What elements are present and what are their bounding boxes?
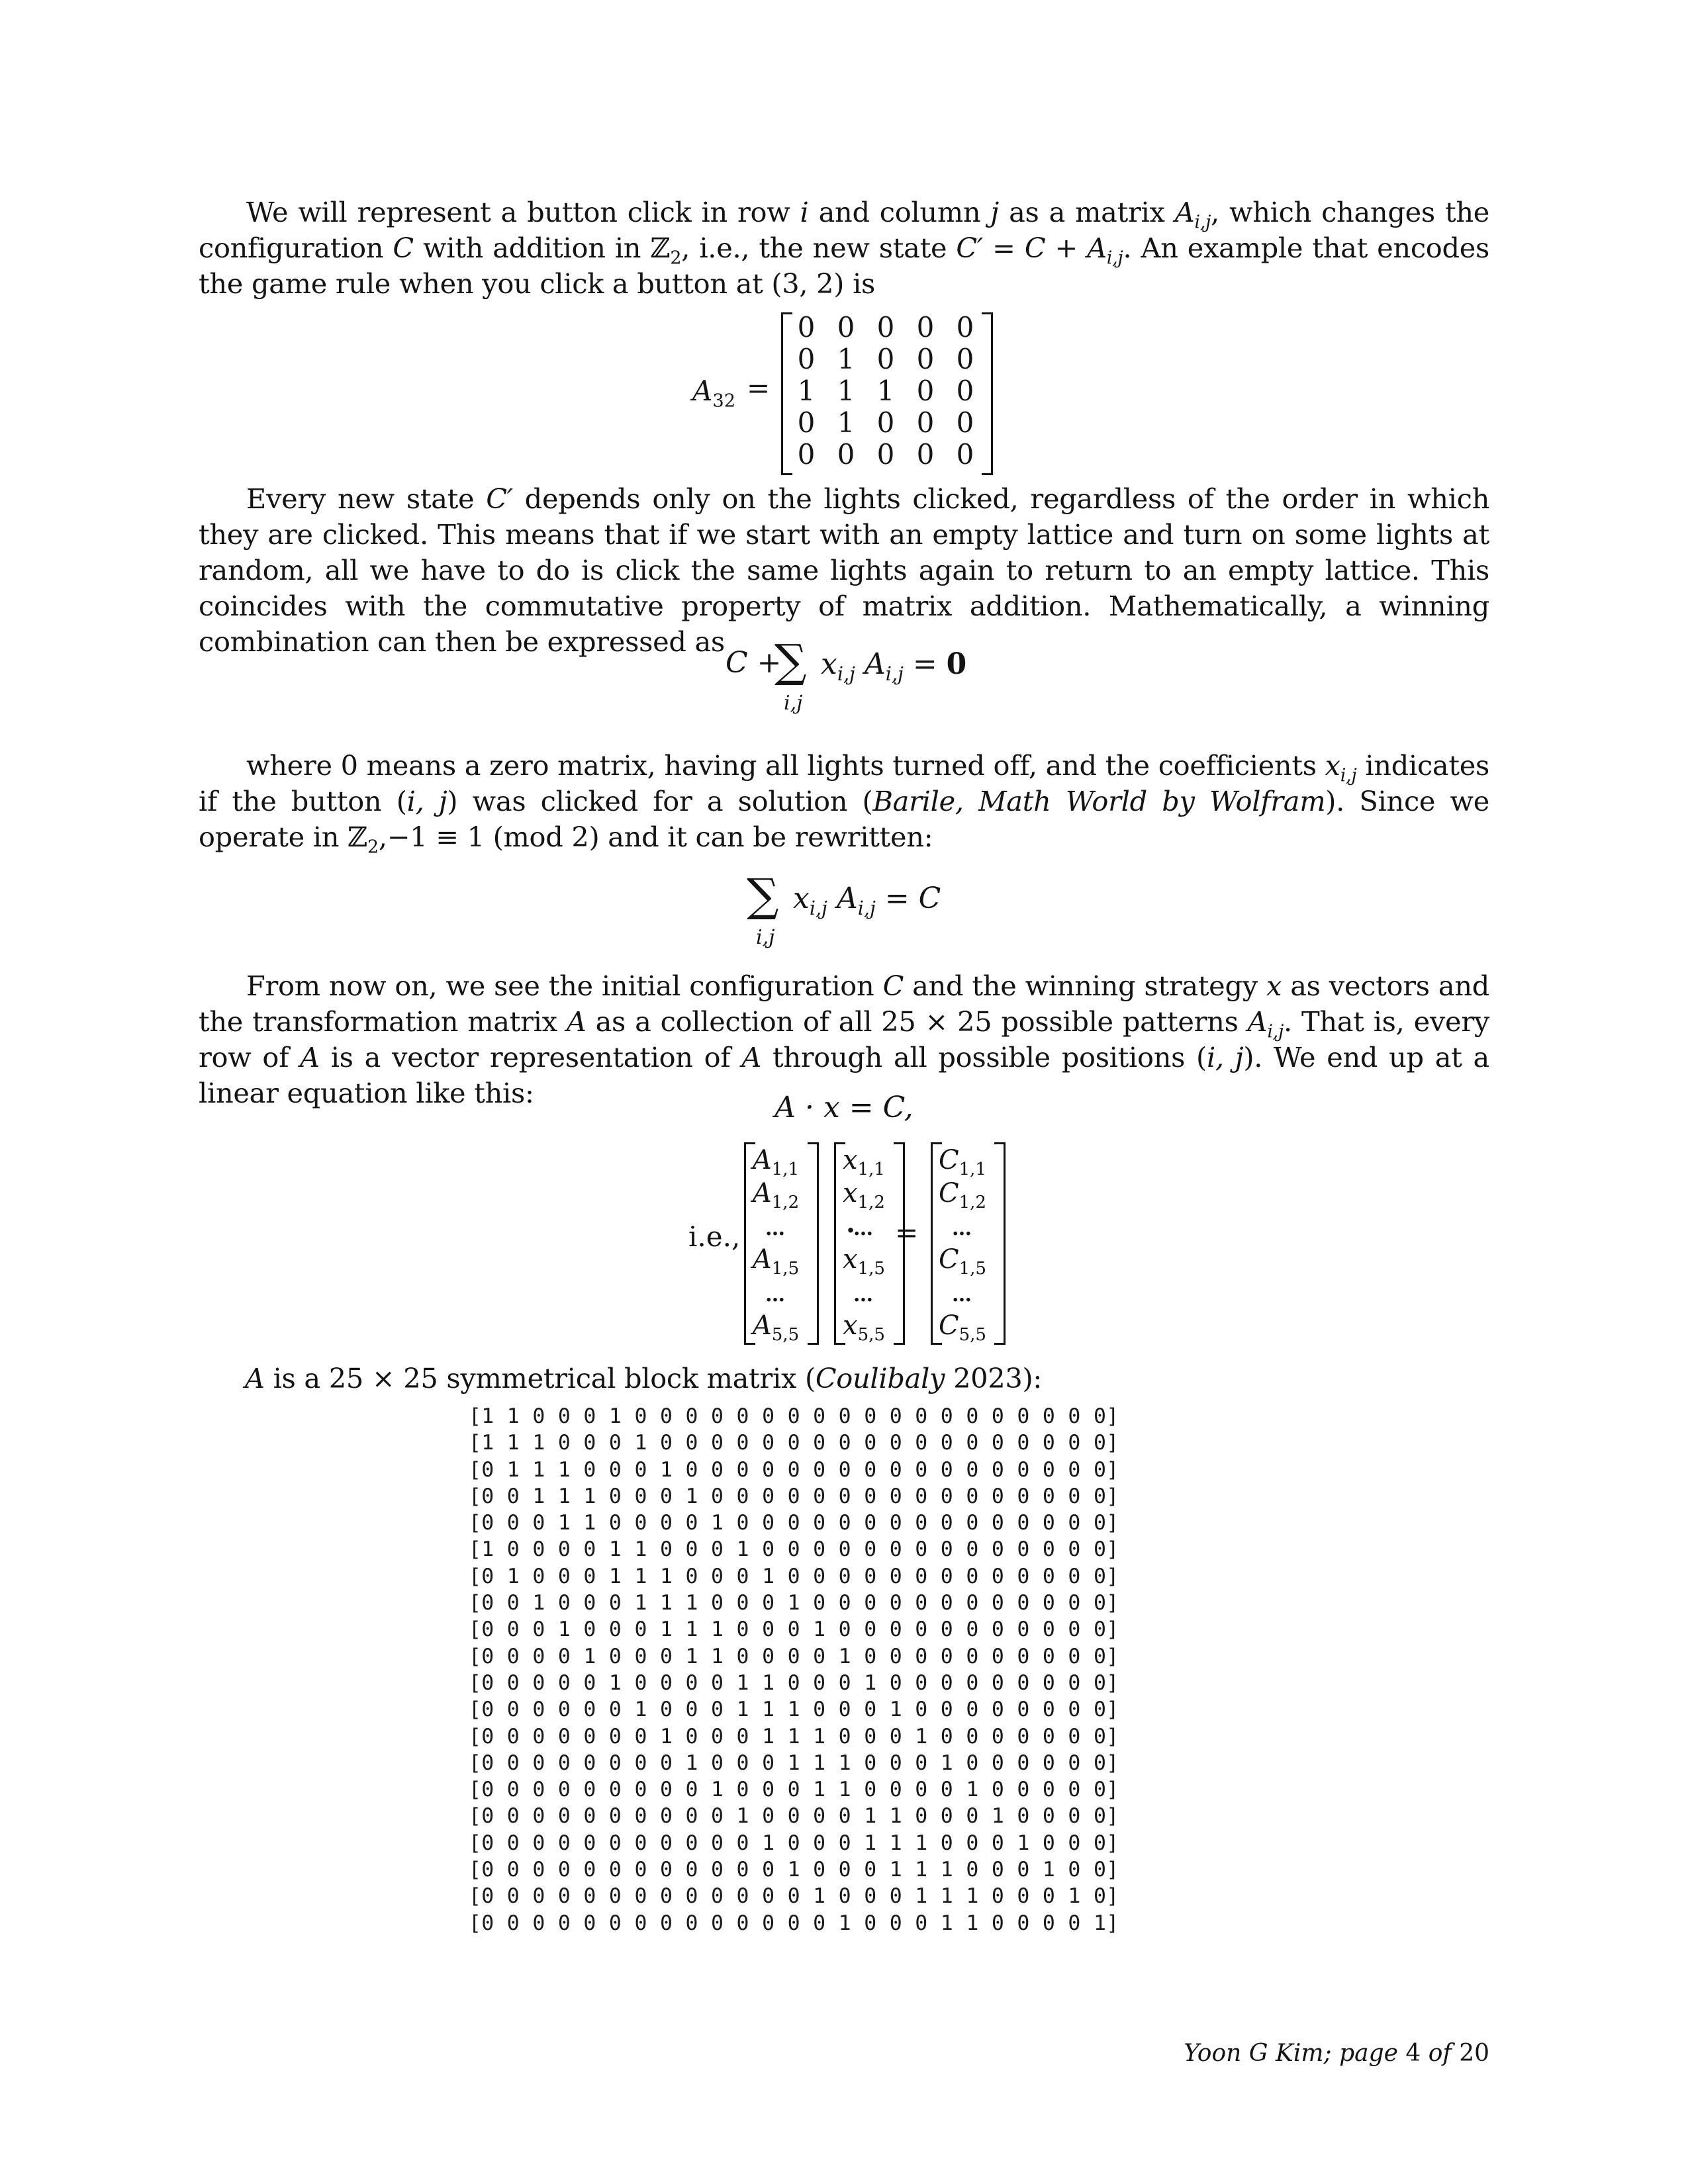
vector-entry: $x_{1,1}$ [843,1145,885,1180]
vector-entry: $x_{1,5}$ [843,1244,885,1279]
eq1-body: $x_{i,j}$ $A_{i,j} = 0$ [821,647,967,685]
matrix-cell: 0 [956,438,974,471]
math-expr: C′ = C + A [956,232,1107,264]
matrix-cell: 0 [956,406,974,439]
matrix-row: [0 0 0 0 0 0 0 0 0 0 0 0 0 0 1 0 0 0 1 1 0 0 0 0 1] [469,1911,1119,1935]
vector-entry: $C_{1,5}$ [939,1244,986,1279]
text: . An example that encodes the game rule when you click a button at (3, 2) is [199,232,1489,300]
math-C: C [393,232,414,264]
matrix-a32 [781,311,993,477]
matrix-cell: 0 [916,438,935,471]
math-j: j [990,196,999,228]
math-sub: 2 [670,248,682,269]
matrix-row: [0 1 0 0 0 1 1 1 0 0 0 1 0 0 0 0 0 0 0 0 0 0 0 0 0] [469,1564,1119,1588]
math-x: x [1325,749,1340,782]
equals-sign: = [895,1216,919,1249]
transformation-matrix [469,1403,1119,1936]
math-sub: 2 [367,837,379,858]
citation: Barile, Math World by Wolfram [872,785,1326,817]
text: with addition in ℤ [413,232,671,264]
matrix-row: [0 0 0 0 0 0 0 0 0 0 1 0 0 0 0 1 1 0 0 0 1 0 0 0 0] [469,1804,1119,1829]
matrix-cell: 0 [956,375,974,407]
sigma-subscript: i,j [756,926,775,949]
text: ). Since we operate in ℤ [199,785,1489,853]
vector-entry: $C_{5,5}$ [939,1310,986,1345]
paragraph-linear-equation: From now on, we see the initial configuration C and the winning strategy x as vectors and the transformation matrix A as a collection of all 25 × 25 possible patterns $A_{i,j}$. That is, every row of A is a vector representation of A through all possible positions (i, j). We end up at a linear equation like this: [199,970,1490,1109]
matrix-cell: 0 [876,343,895,375]
vector-C [921,1140,1027,1345]
matrix-cell: 1 [876,375,895,407]
matrix-cell: 0 [797,406,816,439]
matrix-row: [0 0 1 1 1 0 0 0 1 0 0 0 0 0 0 0 0 0 0 0 0 0 0 0 0] [469,1484,1119,1508]
matrix-cell: 1 [837,343,855,375]
paragraph-intro [199,195,1489,302]
matrix-row: [0 1 1 1 0 0 0 1 0 0 0 0 0 0 0 0 0 0 0 0 0 0 0 0 0] [469,1457,1119,1482]
matrix-row: [0 0 0 0 0 0 0 0 0 1 0 0 0 1 1 0 0 0 0 1 0 0 0 0 0] [469,1778,1119,1802]
text: We will represent a button click in row [246,196,800,228]
text: depends only on the lights clicked, regardless of the order in which they are clicked. This means that if we start with an empty lattice and turn on some lights at random, all we have to do is click the same lights again to return to an empty lattice. This coincides with the commutative property of matrix addition. Mathematically, a winning combination can then be expressed as [199,482,1489,658]
text: ,−1 ≡ 1 (mod 2) and it can be rewritten: [378,821,933,853]
text: and column [808,196,991,228]
text: as a matrix [998,196,1175,228]
paragraph-block-matrix: A is a 25 × 25 symmetrical block matrix (Coulibaly 2023): [245,1362,1043,1394]
matrix-row: [1 1 0 0 0 1 0 0 0 0 0 0 0 0 0 0 0 0 0 0 0 0 0 0 0] [469,1404,1119,1428]
math-expr: C′ [486,482,513,515]
eq1-lhs: C + [726,646,782,680]
equals-sign: = [747,372,771,404]
math-sub: i,j [1106,248,1123,269]
matrix-row: [0 0 0 0 0 0 0 0 0 0 0 0 0 1 0 0 0 1 1 1 0 0 0 1 0] [469,1884,1119,1909]
matrix-cell: 0 [837,311,855,343]
vector-entry: … [765,1283,786,1306]
equation-ax-c: A · x = C, [774,1091,914,1124]
matrix-cell: 0 [916,375,935,407]
math-ij: i, j [406,785,447,817]
text: , which changes the configuration [199,196,1490,264]
matrix-cell: 1 [837,375,855,407]
matrix-row: [0 0 1 0 0 0 1 1 1 0 0 0 1 0 0 0 0 0 0 0 0 0 0 0 0] [469,1591,1119,1615]
vector-entry: $A_{1,5}$ [752,1244,800,1279]
vector-entry: … [853,1217,874,1240]
matrix-cell: 0 [916,311,935,343]
vector-entry: $C_{1,1}$ [939,1145,986,1180]
matrix-cell: 0 [797,438,816,471]
sigma-icon: ∑ [774,635,807,688]
vector-entry: $A_{5,5}$ [752,1310,800,1345]
matrix-cell: 0 [797,343,816,375]
matrix-row: [1 0 0 0 0 1 1 0 0 0 1 0 0 0 0 0 0 0 0 0 0 0 0 0 0] [469,1537,1119,1562]
text: indicates if the button ( [199,749,1489,817]
ie-label: i.e., [688,1220,741,1253]
paragraph-zero-matrix: where 0 means a zero matrix, having all lights turned off, and the coefficients $x_{i,j}$ indicates if the button (i, j) was clicked for a solution (Barile, Math World by Wolfram). Since we operate in ℤ$_2$,−1 ≡ 1 (mod 2) and it can be rewritten: [199,749,1489,858]
text: ) was clicked for a solution ( [447,785,873,817]
vector-entry: … [952,1217,973,1240]
text: Every new state [246,482,487,515]
matrix-cell: 1 [837,406,855,439]
matrix-cell: 1 [797,375,816,407]
matrix-cell: 0 [837,438,855,471]
citation: Coulibaly [815,1362,945,1394]
matrix-row: [0 0 0 0 1 0 0 0 1 1 0 0 0 0 1 0 0 0 0 0 0 0 0 0 0] [469,1644,1119,1668]
vector-entry: … [853,1283,874,1306]
matrix-cell: 0 [916,406,935,439]
matrix-cell: 0 [876,311,895,343]
matrix-row: [0 0 0 1 0 0 0 1 1 1 0 0 0 1 0 0 0 0 0 0 0 0 0 0 0] [469,1617,1119,1642]
vector-entry: $C_{1,2}$ [939,1178,986,1213]
matrix-cell: 0 [876,406,895,439]
matrix-cell: 0 [876,438,895,471]
vector-entry: $x_{5,5}$ [843,1310,885,1345]
matrix-row: [0 0 0 1 1 0 0 0 0 1 0 0 0 0 0 0 0 0 0 0 0 0 0 0 0] [469,1511,1119,1535]
matrix-cell: 0 [797,311,816,343]
matrix-cell: 0 [956,343,974,375]
dot-operator: · [846,1215,855,1246]
vector-entry: … [765,1217,786,1240]
matrix-row: [1 1 1 0 0 0 1 0 0 0 0 0 0 0 0 0 0 0 0 0 0 0 0 0 0] [469,1431,1119,1455]
paragraph-commutative [199,481,1489,660]
page-footer: Yoon G Kim; page 4 of 20 [1184,2040,1489,2067]
matrix-row: [0 0 0 0 0 0 0 0 0 0 0 0 1 0 0 0 1 1 1 0 0 0 1 0 0] [469,1858,1119,1882]
vector-entry: $A_{1,2}$ [752,1178,800,1213]
matrix-row: [0 0 0 0 0 0 0 1 0 0 0 1 1 1 0 0 0 1 0 0 0 0 0 0 0] [469,1724,1119,1749]
matrix-cell: 0 [956,311,974,343]
matrix-label: $A_{32}$ [692,375,736,412]
text: where 0 means a zero matrix, having all lights turned off, and the coefficients [246,749,1325,782]
sigma-subscript: i,j [784,692,803,715]
math-A: A [1174,196,1195,228]
sigma-icon: ∑ [747,870,779,922]
vector-entry: $A_{1,1}$ [752,1145,800,1180]
math-i: i [800,196,809,228]
matrix-row: [0 0 0 0 0 0 0 0 0 0 0 1 0 0 0 1 1 1 0 0 0 1 0 0 0] [469,1831,1119,1855]
vector-entry: … [952,1283,973,1306]
text: , i.e., the new state [681,232,957,264]
matrix-row: [0 0 0 0 0 1 0 0 0 0 1 1 0 0 0 1 0 0 0 0 0 0 0 0 0] [469,1670,1119,1695]
matrix-cell: 0 [916,343,935,375]
matrix-row: [0 0 0 0 0 0 0 0 1 0 0 0 1 1 1 0 0 0 1 0 0 0 0 0 0] [469,1751,1119,1775]
math-sub: i,j [1194,212,1211,233]
vector-entry: $x_{1,2}$ [843,1178,885,1213]
matrix-row: [0 0 0 0 0 0 1 0 0 0 1 1 1 0 0 0 1 0 0 0 0 0 0 0 0] [469,1698,1119,1722]
eq2-body: $x_{i,j}$ $A_{i,j} = C$ [793,882,941,919]
